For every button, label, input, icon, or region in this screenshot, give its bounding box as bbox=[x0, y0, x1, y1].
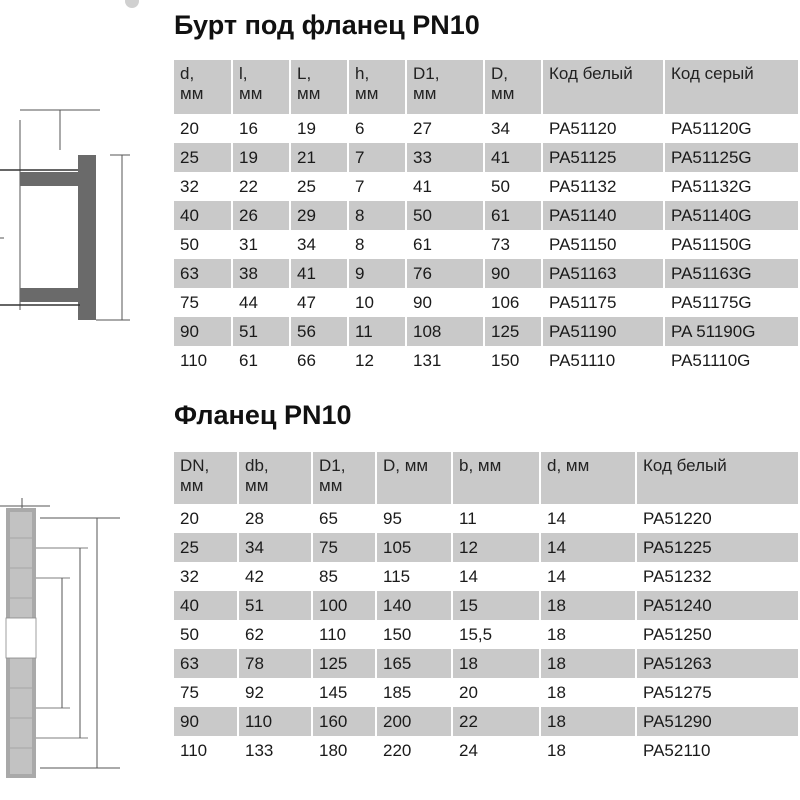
collar-cell: PA51125 bbox=[542, 143, 664, 172]
flange-cell: 15 bbox=[452, 591, 540, 620]
collar-cell: 66 bbox=[290, 346, 348, 375]
collar-cell: 20 bbox=[174, 114, 232, 143]
collar-cell: 34 bbox=[290, 230, 348, 259]
flange-cell: 63 bbox=[174, 649, 238, 678]
flange-row bbox=[174, 562, 798, 591]
collar-cell: PA51125G bbox=[664, 143, 798, 172]
collar-row bbox=[174, 172, 798, 201]
flange-cell: 15,5 bbox=[452, 620, 540, 649]
header-code-gray: Код серый bbox=[664, 60, 798, 114]
collar-cell: 41 bbox=[406, 172, 484, 201]
flange-row bbox=[174, 649, 798, 678]
collar-cell: 22 bbox=[232, 172, 290, 201]
flange-cell: 140 bbox=[376, 591, 452, 620]
flange-table bbox=[174, 452, 798, 765]
collar-cell: 29 bbox=[290, 201, 348, 230]
collar-cell: PA51120G bbox=[664, 114, 798, 143]
flange-cell: 110 bbox=[174, 736, 238, 765]
flange-cell: 14 bbox=[540, 504, 636, 533]
collar-cell: 125 bbox=[484, 317, 542, 346]
collar-cell: 19 bbox=[232, 143, 290, 172]
collar-cell: 31 bbox=[232, 230, 290, 259]
collar-cell: 32 bbox=[174, 172, 232, 201]
collar-cell: 26 bbox=[232, 201, 290, 230]
flange-cell: 14 bbox=[452, 562, 540, 591]
flange-cell: 145 bbox=[312, 678, 376, 707]
flange-cell: PA51250 bbox=[636, 620, 798, 649]
collar-row bbox=[174, 317, 798, 346]
collar-row bbox=[174, 259, 798, 288]
flange-cell: 42 bbox=[238, 562, 312, 591]
flange-cell: 115 bbox=[376, 562, 452, 591]
collar-cell: 44 bbox=[232, 288, 290, 317]
header-d: d, мм bbox=[174, 60, 232, 114]
header-l: l, мм bbox=[232, 60, 290, 114]
flange-cell: 40 bbox=[174, 591, 238, 620]
flange-cell: PA52110 bbox=[636, 736, 798, 765]
flange-cell: 18 bbox=[540, 736, 636, 765]
collar-row bbox=[174, 346, 798, 375]
collar-cell: 6 bbox=[348, 114, 406, 143]
collar-cell: 110 bbox=[174, 346, 232, 375]
flange-cell: PA51263 bbox=[636, 649, 798, 678]
collar-cell: PA 51190G bbox=[664, 317, 798, 346]
flange-cell: 95 bbox=[376, 504, 452, 533]
flange-cell: 75 bbox=[174, 678, 238, 707]
collar-cell: 73 bbox=[484, 230, 542, 259]
collar-cell: 90 bbox=[484, 259, 542, 288]
collar-cell: PA51150 bbox=[542, 230, 664, 259]
collar-cell: 12 bbox=[348, 346, 406, 375]
collar-cell: 34 bbox=[484, 114, 542, 143]
flange-cell: 32 bbox=[174, 562, 238, 591]
collar-title: Бурт под фланец PN10 bbox=[174, 10, 480, 40]
flange-cell: 200 bbox=[376, 707, 452, 736]
collar-header-row bbox=[174, 60, 798, 114]
header-db: db, мм bbox=[238, 452, 312, 504]
flange-cell: 22 bbox=[452, 707, 540, 736]
flange-cell: 180 bbox=[312, 736, 376, 765]
flange-cell: 14 bbox=[540, 562, 636, 591]
flange-cell: 62 bbox=[238, 620, 312, 649]
flange-cell: 50 bbox=[174, 620, 238, 649]
collar-cell: 90 bbox=[406, 288, 484, 317]
flange-cell: 51 bbox=[238, 591, 312, 620]
header-b: b, мм bbox=[452, 452, 540, 504]
collar-cell: 61 bbox=[232, 346, 290, 375]
collar-cell: 25 bbox=[174, 143, 232, 172]
flange-cell: 133 bbox=[238, 736, 312, 765]
flange-cell: 110 bbox=[238, 707, 312, 736]
flange-row bbox=[174, 504, 798, 533]
collar-table bbox=[174, 60, 798, 375]
collar-cell: 41 bbox=[484, 143, 542, 172]
flange-cell: 24 bbox=[452, 736, 540, 765]
flange-cell: PA51225 bbox=[636, 533, 798, 562]
collar-cell: PA51132 bbox=[542, 172, 664, 201]
flange-cell: 160 bbox=[312, 707, 376, 736]
collar-row bbox=[174, 114, 798, 143]
flange-cell: 18 bbox=[540, 620, 636, 649]
collar-cell: 38 bbox=[232, 259, 290, 288]
flange-cell: 105 bbox=[376, 533, 452, 562]
flange-cell: PA51220 bbox=[636, 504, 798, 533]
flange-cell: 18 bbox=[540, 678, 636, 707]
flange-cell: 150 bbox=[376, 620, 452, 649]
collar-cell: PA51163G bbox=[664, 259, 798, 288]
collar-cell: 8 bbox=[348, 230, 406, 259]
flange-cell: 100 bbox=[312, 591, 376, 620]
collar-cell: 7 bbox=[348, 172, 406, 201]
collar-cell: 19 bbox=[290, 114, 348, 143]
flange-cell: PA51240 bbox=[636, 591, 798, 620]
flange-cell: 165 bbox=[376, 649, 452, 678]
header-h: h, мм bbox=[348, 60, 406, 114]
flange-cell: 28 bbox=[238, 504, 312, 533]
collar-cell: 76 bbox=[406, 259, 484, 288]
flange-row bbox=[174, 736, 798, 765]
flange-cell: 18 bbox=[452, 649, 540, 678]
header-D1: D1, мм bbox=[406, 60, 484, 114]
flange-cell: 11 bbox=[452, 504, 540, 533]
collar-row bbox=[174, 288, 798, 317]
collar-cell: 50 bbox=[174, 230, 232, 259]
collar-cell: PA51120 bbox=[542, 114, 664, 143]
collar-cell: 27 bbox=[406, 114, 484, 143]
collar-cell: 41 bbox=[290, 259, 348, 288]
collar-cell: 106 bbox=[484, 288, 542, 317]
flange-title: Фланец PN10 bbox=[174, 400, 352, 430]
collar-cell: 8 bbox=[348, 201, 406, 230]
flange-cell: 75 bbox=[312, 533, 376, 562]
collar-cell: 108 bbox=[406, 317, 484, 346]
flange-cell: 185 bbox=[376, 678, 452, 707]
flange-cell: 110 bbox=[312, 620, 376, 649]
collar-row bbox=[174, 201, 798, 230]
collar-cell: 40 bbox=[174, 201, 232, 230]
collar-cell: PA51175 bbox=[542, 288, 664, 317]
collar-cell: PA51110 bbox=[542, 346, 664, 375]
flange-cell: 78 bbox=[238, 649, 312, 678]
flange-row bbox=[174, 678, 798, 707]
header-code-white: Код белый bbox=[636, 452, 798, 504]
flange-header-row bbox=[174, 452, 798, 504]
flange-cell: PA51275 bbox=[636, 678, 798, 707]
collar-cell: PA51110G bbox=[664, 346, 798, 375]
flange-cell: PA51232 bbox=[636, 562, 798, 591]
flange-cell: 14 bbox=[540, 533, 636, 562]
header-D: D, мм bbox=[484, 60, 542, 114]
collar-cell: 50 bbox=[484, 172, 542, 201]
collar-cell: 61 bbox=[406, 230, 484, 259]
collar-cell: 51 bbox=[232, 317, 290, 346]
flange-cell: 85 bbox=[312, 562, 376, 591]
header-code-white: Код белый bbox=[542, 60, 664, 114]
flange-cell: PA51290 bbox=[636, 707, 798, 736]
collar-cell: PA51175G bbox=[664, 288, 798, 317]
collar-cell: 90 bbox=[174, 317, 232, 346]
flange-cell: 18 bbox=[540, 591, 636, 620]
collar-row bbox=[174, 230, 798, 259]
flange-row bbox=[174, 591, 798, 620]
collar-cell: 9 bbox=[348, 259, 406, 288]
collar-cell: 75 bbox=[174, 288, 232, 317]
flange-row bbox=[174, 620, 798, 649]
collar-cell: PA51163 bbox=[542, 259, 664, 288]
flange-cell: 18 bbox=[540, 649, 636, 678]
flange-drawing bbox=[0, 478, 170, 788]
collar-cell: 11 bbox=[348, 317, 406, 346]
collar-cell: 10 bbox=[348, 288, 406, 317]
header-d: d, мм bbox=[540, 452, 636, 504]
flange-row bbox=[174, 533, 798, 562]
flange-cell: 20 bbox=[174, 504, 238, 533]
collar-cell: PA51132G bbox=[664, 172, 798, 201]
collar-cell: 150 bbox=[484, 346, 542, 375]
decorative-dot bbox=[125, 0, 139, 8]
collar-cell: PA51140 bbox=[542, 201, 664, 230]
header-DN: DN, мм bbox=[174, 452, 238, 504]
flange-cell: 92 bbox=[238, 678, 312, 707]
collar-drawing bbox=[0, 90, 170, 340]
flange-cell: 20 bbox=[452, 678, 540, 707]
flange-cell: 18 bbox=[540, 707, 636, 736]
flange-cell: 34 bbox=[238, 533, 312, 562]
collar-cell: 21 bbox=[290, 143, 348, 172]
flange-cell: 25 bbox=[174, 533, 238, 562]
collar-cell: 56 bbox=[290, 317, 348, 346]
collar-cell: 16 bbox=[232, 114, 290, 143]
flange-cell: 65 bbox=[312, 504, 376, 533]
header-L: L, мм bbox=[290, 60, 348, 114]
collar-row bbox=[174, 143, 798, 172]
collar-cell: 61 bbox=[484, 201, 542, 230]
collar-cell: PA51150G bbox=[664, 230, 798, 259]
collar-cell: 7 bbox=[348, 143, 406, 172]
flange-cell: 125 bbox=[312, 649, 376, 678]
flange-row bbox=[174, 707, 798, 736]
collar-cell: 63 bbox=[174, 259, 232, 288]
collar-cell: 25 bbox=[290, 172, 348, 201]
header-D1: D1, мм bbox=[312, 452, 376, 504]
flange-cell: 12 bbox=[452, 533, 540, 562]
collar-cell: PA51140G bbox=[664, 201, 798, 230]
collar-cell: 131 bbox=[406, 346, 484, 375]
collar-cell: 50 bbox=[406, 201, 484, 230]
flange-cell: 90 bbox=[174, 707, 238, 736]
flange-cell: 220 bbox=[376, 736, 452, 765]
collar-cell: 47 bbox=[290, 288, 348, 317]
collar-cell: 33 bbox=[406, 143, 484, 172]
collar-cell: PA51190 bbox=[542, 317, 664, 346]
header-D: D, мм bbox=[376, 452, 452, 504]
